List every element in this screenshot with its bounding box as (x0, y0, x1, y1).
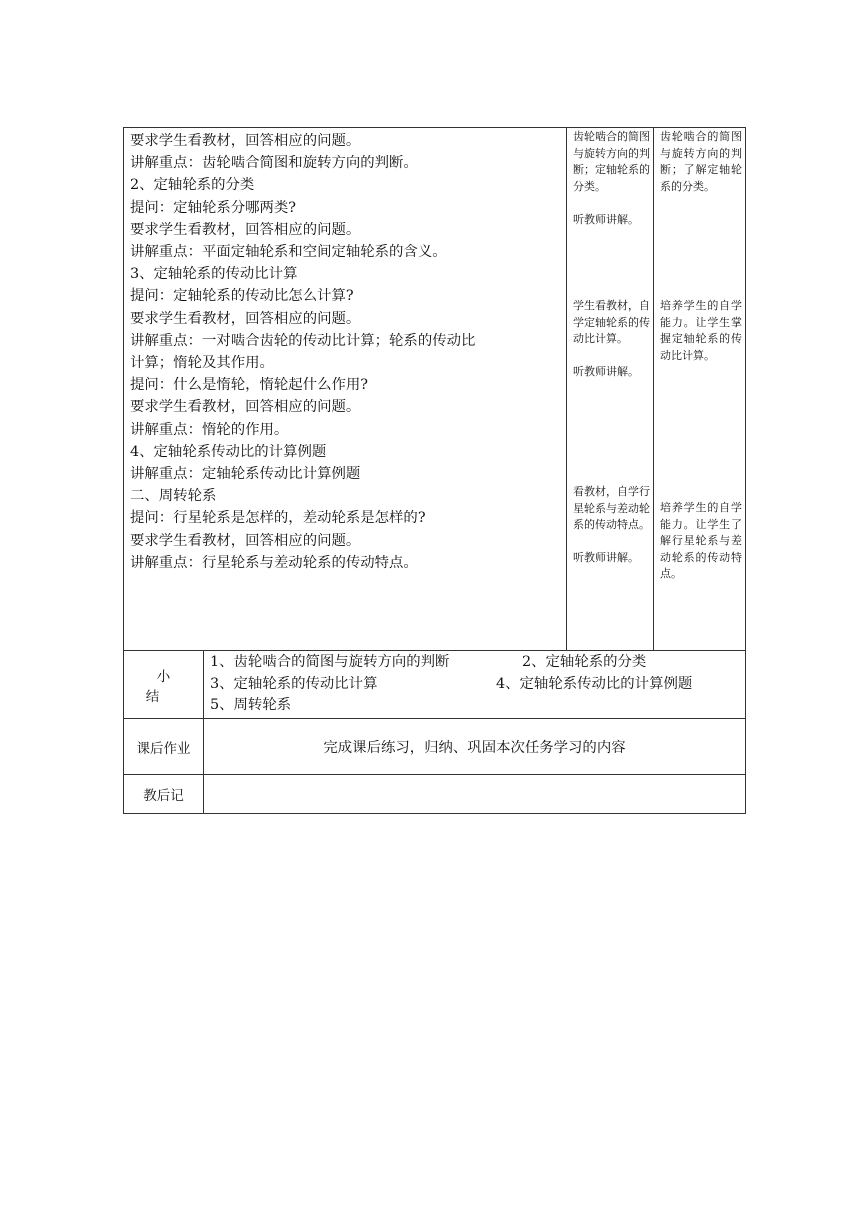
reflection-label-cell (124, 775, 204, 814)
summary-label-cell (124, 651, 204, 719)
summary-item: 1、齿轮啮合的简图与旋转方向的判断 (210, 654, 450, 670)
content-line: 二、周转轮系 (130, 488, 217, 505)
content-line: 讲解重点：齿轮啮合简图和旋转方向的判断。 (130, 155, 418, 172)
student-activity-text: 齿轮啮合的简图与旋转方向的判断；定轴轮系的分类。 (573, 130, 651, 193)
summary-line-2 (210, 674, 745, 696)
content-line: 讲解重点：行星轮系与差动轮系的传动特点。 (130, 554, 418, 571)
student-activity-listen: 听教师讲解。 (573, 212, 640, 226)
design-intent-cell (654, 128, 746, 651)
homework-content-cell (204, 719, 746, 775)
content-line: 2、定轴轮系的分类 (130, 177, 255, 194)
design-intent-text: 培养学生的自学能力。让学生掌握定轴轮系的传动比计算。 (660, 299, 743, 362)
summary-line-1 (210, 652, 745, 674)
summary-line-3 (210, 695, 745, 717)
design-intent-block-2 (660, 298, 742, 364)
student-activity-text: 看教材，自学行星轮系与差动轮系的传动特点。 (573, 485, 651, 532)
lesson-plan-table (123, 127, 746, 814)
teaching-content-cell (124, 128, 567, 651)
content-line: 提问：定轴轮系的传动比怎么计算? (130, 288, 354, 305)
summary-row (124, 651, 746, 719)
content-line: 提问：什么是惰轮，惰轮起什么作用? (130, 377, 368, 394)
content-line: 提问：定轴轮系分哪两类? (130, 199, 297, 216)
content-line: 讲解重点：定轴轮系传动比计算例题 (130, 466, 361, 483)
teaching-process-row (124, 128, 746, 651)
summary-label: 小结 (145, 668, 193, 705)
content-line: 要求学生看教材，回答相应的问题。 (130, 532, 361, 549)
reflection-row (124, 775, 746, 814)
homework-row (124, 719, 746, 775)
design-intent-text: 齿轮啮合的简图与旋转方向的判断；了解定轴轮系的分类。 (660, 130, 743, 193)
reflection-content-cell (204, 775, 746, 814)
content-line: 3、定轴轮系的传动比计算 (130, 266, 298, 283)
content-line: 计算；惰轮及其作用。 (130, 355, 274, 372)
content-line: 要求学生看教材，回答相应的问题。 (130, 310, 361, 327)
content-line: 提问：行星轮系是怎样的，差动轮系是怎样的? (130, 510, 426, 527)
student-activity-text: 学生看教材，自学定轴轮系的传动比计算。 (573, 299, 651, 346)
student-activity-cell (567, 128, 654, 651)
content-line: 讲解重点：一对啮合齿轮的传动比计算；轮系的传动比 (130, 332, 476, 349)
student-activity-listen: 听教师讲解。 (573, 365, 640, 379)
content-line: 讲解重点：惰轮的作用。 (130, 421, 289, 438)
content-line: 讲解重点：平面定轴轮系和空间定轴轮系的含义。 (130, 244, 447, 261)
summary-item: 3、定轴轮系的传动比计算 (210, 675, 378, 692)
content-line: 要求学生看教材，回答相应的问题。 (130, 221, 361, 238)
student-activity-block-3 (573, 484, 650, 567)
design-intent-block-1 (660, 129, 742, 195)
reflection-label: 教后记 (143, 788, 184, 804)
homework-label: 课后作业 (136, 740, 191, 757)
student-activity-listen: 听教师讲解。 (573, 551, 640, 565)
content-line: 要求学生看教材，回答相应的问题。 (130, 399, 361, 416)
content-line: 4、定轴轮系传动比的计算例题 (130, 443, 327, 460)
homework-content: 完成课后练习，归纳、巩固本次任务学习的内容 (323, 740, 626, 756)
homework-label-cell (124, 719, 204, 775)
summary-content-cell (204, 651, 746, 719)
design-intent-block-3 (660, 500, 742, 583)
design-intent-text: 培养学生的自学能力。让学生了解行星轮系与差动轮系的传动特点。 (660, 501, 743, 581)
student-activity-block-2 (573, 298, 650, 381)
summary-item: 4、定轴轮系传动比的计算例题 (496, 675, 693, 692)
summary-item: 5、周转轮系 (210, 697, 292, 713)
summary-item: 2、定轴轮系的分类 (522, 654, 647, 670)
content-line: 要求学生看教材，回答相应的问题。 (130, 133, 361, 149)
student-activity-block-1 (573, 129, 650, 229)
